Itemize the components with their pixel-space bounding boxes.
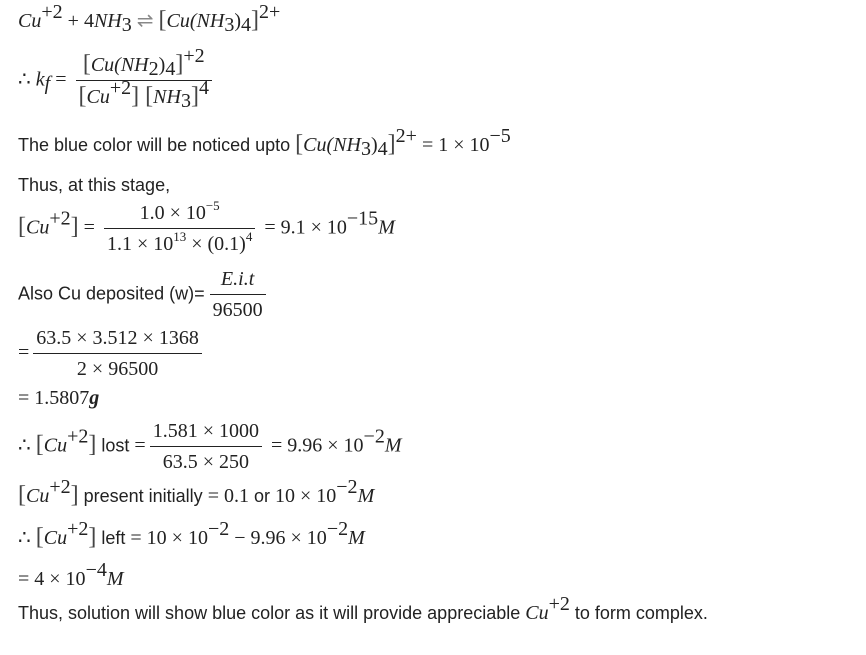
blue-notice-line: The blue color will be noticed upto $[Cu(NH_3)_4]^{2+} = 1 \times 10^{-5}$ xyxy=(18,125,511,160)
paren-close: ) xyxy=(234,10,241,32)
mass-fraction: $\frac{63.5 \times 3.512 \times 1368}{2 \times 96500}$ xyxy=(33,326,202,381)
ammonia-subscript: 3 xyxy=(121,14,132,36)
bracket-close: ] xyxy=(251,7,259,33)
thus-stage-text: Thus, at this stage, xyxy=(18,175,171,195)
deposited-fraction: $\frac{E.i.t}{96500}$ xyxy=(210,267,266,322)
k-symbol: k xyxy=(35,68,45,91)
cu-initial: $[Cu^{+2}]$ present initially = 0.1 or $10 \times 10^{-2}M$ xyxy=(18,476,375,508)
lost-fraction: $\frac{1.581 \times 1000}{63.5 \times 250}$ xyxy=(150,419,262,474)
cu-deposited xyxy=(18,267,270,322)
cu-concentration-denominator: $1.1 \times 10^{13} \times (0.1)^4$ xyxy=(106,229,253,255)
coefficient: 4 xyxy=(83,10,94,32)
cu-lost: ∴ $[Cu^{+2}]$ lost = $\frac{1.581 \times 1000}{63.5 \times 250}$ = $9.96 \times 10^{-2}M$ xyxy=(18,420,402,473)
therefore-symbol: ∴ xyxy=(18,68,31,91)
cu-left: ∴ $[Cu^{+2}]$ left = $10 \times 10^{-2} - 9.96 \times 10^{-2}M$ xyxy=(18,518,365,550)
plus-sign: + xyxy=(67,10,79,32)
kf-numerator: $[Cu(NH_2)_4]^{+2}$ xyxy=(76,52,212,81)
kf-denominator: $[Cu^{+2}]$ $[NH_3]^4$ xyxy=(78,77,209,112)
complex-charge: 2+ xyxy=(259,1,281,23)
blue-notice-value: = 1 × 10 xyxy=(421,134,490,156)
conclusion: Thus, solution will show blue color as it will provide appreciable $Cu^{+2}$ to form complex. xyxy=(18,593,708,624)
equals-sign: = xyxy=(55,68,67,91)
cu-concentration-fraction xyxy=(104,198,255,256)
equilibrium-reaction xyxy=(18,1,281,36)
equilibrium-arrow: ⇌ xyxy=(136,10,154,32)
mass-calculation: = $\frac{63.5 \times 3.512 \times 1368}{2 \times 96500}$ xyxy=(18,326,206,381)
cu-symbol: Cu xyxy=(18,10,42,32)
k-subscript: f xyxy=(44,72,51,95)
cu-deposited-text: Also Cu deposited (w)= xyxy=(18,283,210,304)
ammonia: NH xyxy=(93,10,122,32)
formation-constant xyxy=(18,45,216,112)
final-result: = $4 \times 10^{-4}M$ xyxy=(18,559,124,590)
cu-concentration-numerator: $1.0 \times 10^{-5}$ xyxy=(104,201,255,229)
cu-charge: +2 xyxy=(41,1,63,23)
ligand-count: 4 xyxy=(241,14,251,36)
bracket-open: [ xyxy=(158,7,167,33)
cu-concentration-result: = 9.1 × 10 xyxy=(264,216,347,239)
complex: Cu(NH xyxy=(166,10,225,32)
complex-subscript: 3 xyxy=(224,14,235,36)
kf-fraction xyxy=(76,45,212,112)
mass-result: = 1.5807g xyxy=(18,387,100,409)
cu-concentration: $[Cu^{+2}]$ = $\frac{1.0 \times 10^{-5}}{1.1 \times 10^{13} \times (0.1)^4}$ = $9.1 \times 10^{-15}M$ xyxy=(18,198,395,255)
blue-notice-text: The blue color will be noticed upto xyxy=(18,135,296,155)
